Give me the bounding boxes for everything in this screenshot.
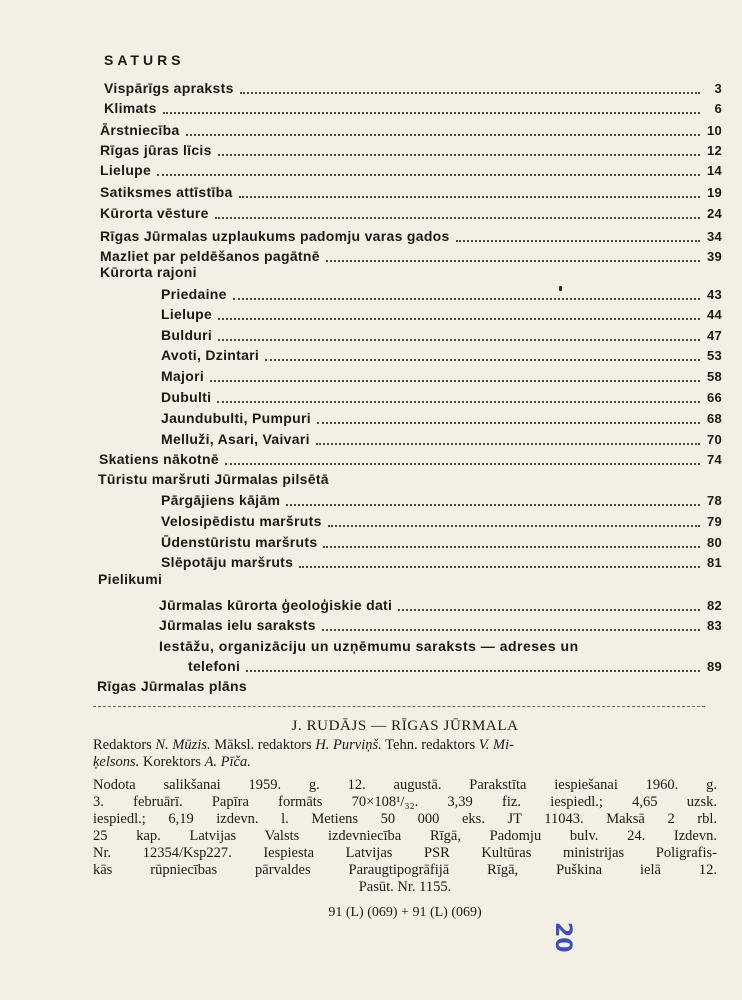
toc-page-number: 44 bbox=[706, 307, 722, 322]
editor-label: Redaktors bbox=[93, 737, 156, 753]
leader-dots bbox=[215, 217, 700, 219]
art-editor-name: H. Purviņš. bbox=[315, 737, 382, 753]
ink-stamp-mark: 20 bbox=[550, 922, 575, 953]
toc-page-number: 82 bbox=[706, 598, 722, 613]
toc-page-number: 79 bbox=[706, 514, 722, 529]
toc-entry-title: Kūrorta rajoni bbox=[100, 264, 197, 280]
toc-entry-title: Satiksmes attīstība bbox=[100, 184, 233, 200]
toc-page-number: 66 bbox=[706, 390, 722, 405]
imprint-line-9: Pasūt. Nr. 1155. bbox=[358, 879, 452, 895]
toc-entry-title: Pielikumi bbox=[98, 571, 163, 587]
imprint-line-7: Nr. 12354/Ksp227. Iespiesta Latvijas PSR Kultūras ministrijas Poligrafis- bbox=[93, 845, 717, 861]
imprint-line-5: iespiedl.; 6,19 izdevn. l. Metiens 50 000 eks. JT 11043. Maksā 2 rbl. bbox=[93, 811, 717, 827]
toc-entry-title: Majori bbox=[161, 368, 205, 384]
toc-page-number: 80 bbox=[706, 535, 722, 550]
toc-entry bbox=[161, 368, 722, 385]
toc-entry-title-continued: telefoni bbox=[188, 658, 241, 674]
leader-dots bbox=[299, 566, 700, 568]
toc-entry-title: Rīgas Jūrmalas plāns bbox=[97, 678, 247, 694]
toc-page-number: 81 bbox=[706, 555, 722, 570]
imprint-line-3: Nodota salikšanai 1959. g. 12. augustā. Parakstīta iespiešanai 1960. g. bbox=[93, 777, 717, 793]
toc-entry bbox=[100, 184, 722, 201]
toc-entry-title: Jaundubulti, Pumpuri bbox=[161, 410, 311, 426]
toc-page-number: 58 bbox=[706, 369, 722, 384]
toc-page-number: 70 bbox=[706, 432, 722, 447]
imprint-line-8: kās rūpniecības pārvaldes Paraugtipogrāfijā Rīgā, Puškina ielā 12. bbox=[93, 862, 717, 878]
leader-dots bbox=[322, 629, 700, 631]
toc-entry-title: Slēpotāju maršruts bbox=[161, 554, 294, 570]
toc-page-number: 83 bbox=[706, 618, 722, 633]
toc-entry bbox=[161, 431, 722, 448]
toc-page-number: 10 bbox=[706, 123, 722, 138]
toc-page-number: 47 bbox=[706, 328, 722, 343]
toc-page-number: 89 bbox=[706, 659, 722, 674]
toc-page-number: 74 bbox=[706, 452, 722, 467]
imprint-line-4: 3. februārī. Papīra formāts 70×108¹/₃₂. 3,39 fiz. iespiedl.; 4,65 uzsk. bbox=[93, 794, 717, 810]
toc-entry bbox=[98, 471, 722, 488]
leader-dots bbox=[210, 380, 700, 382]
tech-editor-label: Tehn. redaktors bbox=[381, 737, 479, 753]
toc-page-number: 19 bbox=[706, 185, 722, 200]
toc-entry bbox=[100, 122, 722, 139]
toc-entry-title: Rīgas jūras līcis bbox=[100, 142, 212, 158]
leader-dots bbox=[218, 339, 700, 341]
contents-heading: SATURS bbox=[104, 52, 185, 68]
toc-entry-title: Tūristu maršruti Jūrmalas pilsētā bbox=[98, 471, 329, 487]
toc-entry bbox=[159, 597, 722, 614]
toc-entry-title: Jūrmalas kūrorta ģeoloģiskie dati bbox=[159, 597, 393, 613]
leader-dots bbox=[240, 92, 700, 94]
leader-dots bbox=[157, 174, 700, 176]
toc-entry-title: Dubulti bbox=[161, 389, 212, 405]
leader-dots bbox=[317, 422, 700, 424]
leader-dots bbox=[286, 504, 700, 506]
toc-entry-title: Skatiens nākotnē bbox=[99, 451, 219, 467]
toc-entry bbox=[100, 248, 722, 265]
toc-entry bbox=[161, 389, 722, 406]
editor-name: N. Mūzis. bbox=[155, 737, 211, 753]
toc-entry-title: Ūdenstūristu maršruts bbox=[161, 534, 318, 550]
toc-entry-title: Pārgājiens kājām bbox=[161, 492, 281, 508]
toc-entry-title: Mazliet par peldēšanos pagātnē bbox=[100, 248, 320, 264]
proofreader-label: Korektors bbox=[139, 754, 205, 770]
leader-dots bbox=[218, 318, 700, 320]
toc-entry-title: Priedaine bbox=[161, 286, 227, 302]
toc-page-number: 39 bbox=[706, 249, 722, 264]
toc-entry-title: Melluži, Asari, Vaivari bbox=[161, 431, 310, 447]
leader-dots bbox=[316, 443, 700, 445]
leader-dots bbox=[186, 134, 700, 136]
leader-dots bbox=[398, 609, 700, 611]
leader-dots bbox=[328, 525, 700, 527]
classification-code: 91 (L) (069) + 91 (L) (069) bbox=[328, 905, 482, 920]
divider-line bbox=[93, 706, 705, 707]
imprint-line-6: 25 kap. Latvijas Valsts izdevniecība Rīgā, Padomju bulv. 24. Izdevn. bbox=[93, 828, 717, 844]
leader-dots bbox=[218, 154, 700, 156]
toc-entry-title: Jūrmalas ielu saraksts bbox=[159, 617, 316, 633]
toc-page-number: 68 bbox=[706, 411, 722, 426]
toc-entry bbox=[161, 492, 722, 509]
toc-entry bbox=[104, 80, 722, 97]
toc-entry bbox=[99, 451, 722, 468]
toc-entry bbox=[100, 205, 722, 222]
toc-entry-title: Rīgas Jūrmalas uzplaukums padomju varas gados bbox=[100, 228, 450, 244]
toc-entry bbox=[104, 100, 722, 117]
imprint-block bbox=[93, 718, 717, 921]
toc-entry bbox=[161, 286, 722, 303]
toc-entry-title: Klimats bbox=[104, 100, 157, 116]
toc-entry-title: Avoti, Dzintari bbox=[161, 347, 260, 363]
leader-dots bbox=[265, 359, 700, 361]
toc-entry bbox=[100, 162, 722, 179]
toc-entry-title: Ārstniecība bbox=[100, 122, 180, 138]
print-speck bbox=[559, 286, 562, 291]
toc-entry bbox=[161, 554, 722, 571]
toc-entry bbox=[159, 638, 722, 675]
toc-page-number: 6 bbox=[714, 101, 722, 116]
leader-dots bbox=[225, 463, 700, 465]
toc-entry bbox=[161, 306, 722, 323]
toc-entry-title: Velosipēdistu maršruts bbox=[161, 513, 322, 529]
toc-entry bbox=[161, 534, 722, 551]
tech-editor-name-part1: V. Mi- bbox=[478, 737, 514, 753]
toc-entry-title: Bulduri bbox=[161, 327, 213, 343]
toc-entry bbox=[97, 678, 722, 695]
toc-page-number: 34 bbox=[706, 229, 722, 244]
toc-entry bbox=[161, 513, 722, 530]
toc-page-number: 12 bbox=[706, 143, 722, 158]
leader-dots bbox=[233, 298, 700, 300]
toc-entry bbox=[161, 327, 722, 344]
tech-editor-name-part2: ķelsons. bbox=[93, 754, 140, 770]
toc-page-number: 53 bbox=[706, 348, 722, 363]
toc-entry bbox=[100, 228, 722, 245]
toc-entry bbox=[98, 571, 722, 588]
toc-entry bbox=[161, 347, 722, 364]
toc-entry bbox=[159, 617, 722, 634]
imprint-editors-line-1 bbox=[93, 737, 717, 754]
toc-entry-title: Iestāžu, organizāciju un uzņēmumu saraksts — adreses un bbox=[159, 638, 579, 654]
imprint-editors-line-2 bbox=[93, 754, 717, 771]
toc-page-number: 43 bbox=[706, 287, 722, 302]
toc-page-number: 78 bbox=[706, 493, 722, 508]
leader-dots bbox=[163, 112, 700, 114]
toc-entry-title: Lielupe bbox=[100, 162, 152, 178]
leader-dots bbox=[246, 670, 700, 672]
toc-entry bbox=[100, 264, 722, 281]
leader-dots bbox=[217, 401, 700, 403]
toc-entry-title: Kūrorta vēsture bbox=[100, 205, 209, 221]
proofreader-name: A. Pīča. bbox=[204, 754, 251, 770]
toc-entry bbox=[161, 410, 722, 427]
toc-page-number: 3 bbox=[714, 81, 722, 96]
book-title: J. RUDĀJS — RĪGAS JŪRMALA bbox=[291, 718, 519, 734]
leader-dots bbox=[323, 546, 700, 548]
toc-entry bbox=[100, 142, 722, 159]
toc-entry-title: Lielupe bbox=[161, 306, 213, 322]
art-editor-label: Māksl. redaktors bbox=[210, 737, 316, 753]
leader-dots bbox=[239, 196, 700, 198]
toc-page-number: 24 bbox=[706, 206, 722, 221]
leader-dots bbox=[326, 260, 700, 262]
leader-dots bbox=[456, 240, 700, 242]
toc-page-number: 14 bbox=[706, 163, 722, 178]
toc-entry-title: Vispārīgs apraksts bbox=[104, 80, 234, 96]
